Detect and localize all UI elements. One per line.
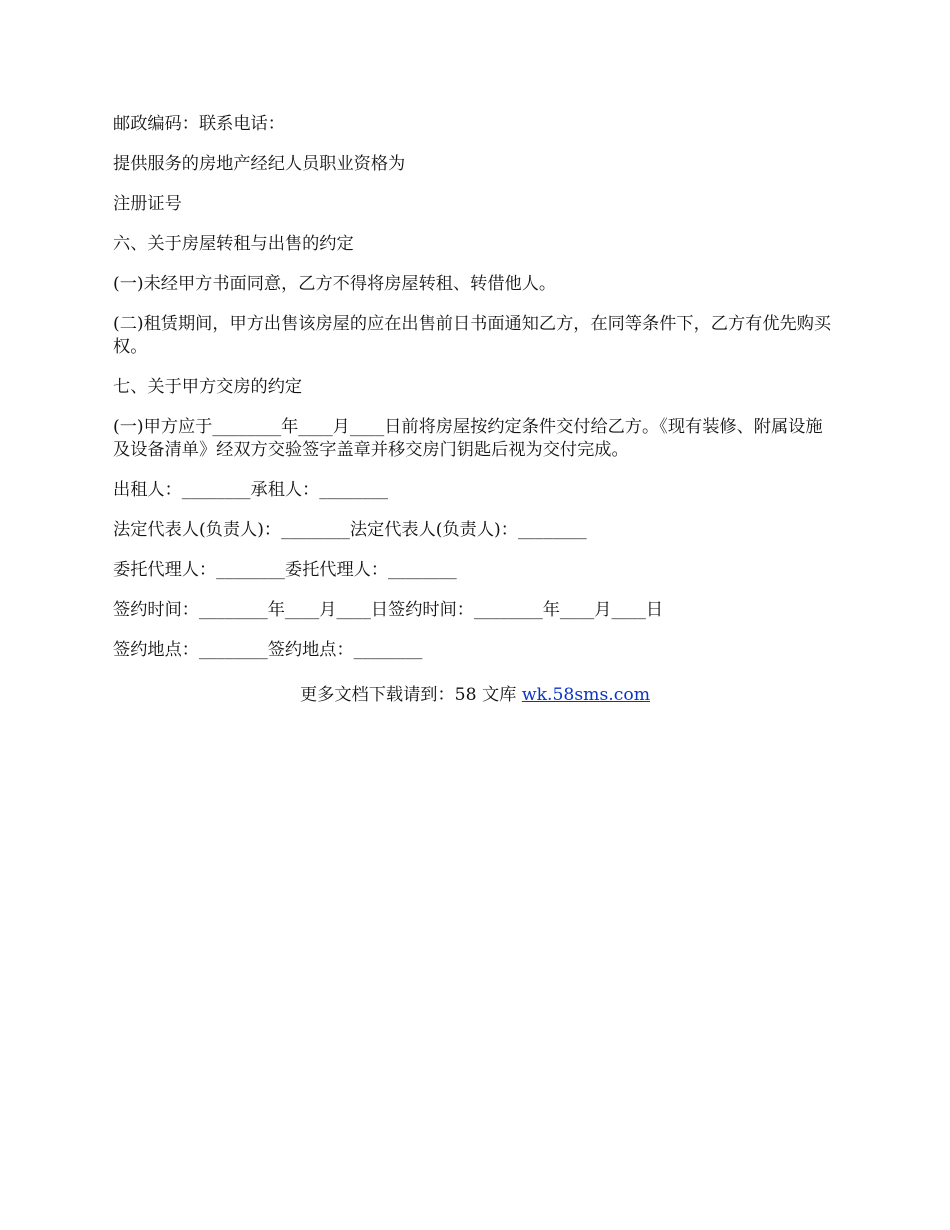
signature-date: 签约时间：________年____月____日签约时间：________年____月____日: [113, 600, 664, 620]
signature-place: 签约地点：________签约地点：________: [113, 640, 423, 660]
agent-qualification-line: 提供服务的房地产经纪人员职业资格为: [113, 154, 406, 174]
postal-code-phone-line: 邮政编码：联系电话：: [113, 114, 285, 134]
clause-6-1: (一)未经甲方书面同意，乙方不得将房屋转租、转借他人。: [113, 274, 557, 294]
section-seven-heading: 七、关于甲方交房的约定: [113, 377, 303, 397]
signature-legal-representative: 法定代表人(负责人)：________法定代表人(负责人)：________: [113, 520, 587, 540]
document-body: [113, 113, 835, 679]
registration-number-line: 注册证号: [113, 194, 182, 214]
footer: [0, 684, 950, 707]
signature-lessor-lessee: 出租人：________承租人：________: [113, 480, 389, 500]
signature-authorized-agent: 委托代理人：________委托代理人：________: [113, 560, 457, 580]
footer-link[interactable]: wk.58sms.com: [521, 685, 650, 705]
section-six-heading: 六、关于房屋转租与出售的约定: [113, 234, 354, 254]
clause-6-2: (二)租赁期间，甲方出售该房屋的应在出售前日书面通知乙方，在同等条件下，乙方有优先购买权。: [113, 314, 832, 357]
clause-7-1: (一)甲方应于________年____月____日前将房屋按约定条件交付给乙方。《现有装修、附属设施及设备清单》经双方交验签字盖章并移交房门钥匙后视为交付完成。: [113, 417, 823, 460]
footer-text: 更多文档下载请到：58 文库: [299, 685, 522, 705]
